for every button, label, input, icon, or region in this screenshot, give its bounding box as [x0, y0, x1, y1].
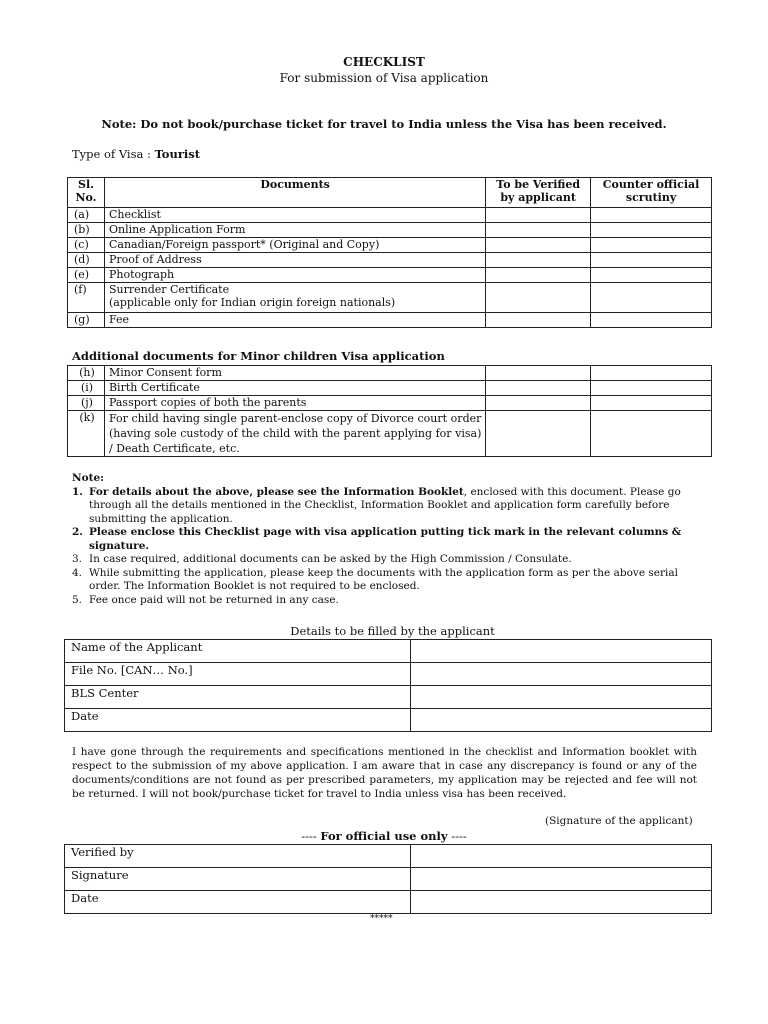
row-document: Fee: [104, 313, 485, 328]
col-sl-no: Sl. No.: [68, 178, 105, 208]
note-item: [72, 594, 697, 608]
note-item: [72, 486, 697, 527]
row-document: For child having single parent-enclose copy of Divorce court order (having sole custody of the child with the parent applying for visa) / Death Certificate, etc.: [104, 411, 485, 457]
scrutiny-cell[interactable]: [591, 208, 712, 223]
scrutiny-cell[interactable]: [591, 411, 712, 457]
declaration-text: I have gone through the requirements and specifications mentioned in the checklist and Information booklet with respect to the submission of my above application. I am aware that in case any discrepancy is found or any of the documents/conditions are not found as per prescribed parameters, my application may be rejected and fee will not be returned. I will not book/purchase ticket for travel to India unless visa has been received.: [72, 746, 697, 800]
checklist-row: [68, 223, 712, 238]
details-caption: Details to be filled by the applicant: [290, 624, 495, 638]
official-date-field[interactable]: [410, 891, 712, 914]
official-label: Signature: [65, 868, 411, 891]
checklist-row: [68, 283, 712, 313]
note-text: In case required, additional documents can be asked by the High Commission / Consulate.: [89, 553, 572, 565]
verify-cell[interactable]: [486, 411, 591, 457]
details-label: File No. [CAN… No.]: [65, 663, 411, 686]
note-number: 1.: [72, 485, 83, 498]
details-label: Name of the Applicant: [65, 640, 411, 663]
note-item: [72, 526, 697, 553]
official-label: Verified by: [65, 845, 411, 868]
applicant-details-table: [64, 639, 712, 732]
row-document: Minor Consent form: [104, 366, 485, 381]
row-document: [104, 283, 485, 313]
note-number: 4.: [72, 566, 83, 579]
verify-cell[interactable]: [486, 396, 591, 411]
row-sl: (k): [68, 411, 105, 457]
verify-cell[interactable]: [486, 283, 591, 313]
details-row: [65, 640, 712, 663]
checklist-row: [68, 253, 712, 268]
document-subtitle: For submission of Visa application: [279, 71, 489, 85]
row-document: Passport copies of both the parents: [104, 396, 485, 411]
official-label: Date: [65, 891, 411, 914]
row-sl: (f): [68, 283, 105, 313]
row-document-line: Surrender Certificate: [108, 283, 230, 296]
row-sl: (c): [68, 238, 105, 253]
row-sl: (b): [68, 223, 105, 238]
verify-cell[interactable]: [486, 366, 591, 381]
official-row: [65, 845, 712, 868]
bls-center-field[interactable]: [410, 686, 712, 709]
note-bold-text: For details about the above, please see the Information Booklet: [89, 485, 464, 498]
row-document: Proof of Address: [104, 253, 485, 268]
details-row: [65, 686, 712, 709]
row-document: Checklist: [104, 208, 485, 223]
checklist-row: [68, 238, 712, 253]
note-number: 2.: [72, 526, 83, 538]
scrutiny-cell[interactable]: [591, 238, 712, 253]
checklist-header-row: [68, 178, 712, 208]
additional-row: [68, 381, 712, 396]
note-number: 3.: [72, 553, 83, 565]
scrutiny-cell[interactable]: [591, 313, 712, 328]
checklist-table: [67, 177, 712, 328]
verify-cell[interactable]: [486, 268, 591, 283]
visa-type-label: Type of Visa :: [72, 147, 155, 161]
official-row: [65, 868, 712, 891]
col-verified-by-applicant: To be Verified by applicant: [486, 178, 591, 208]
scrutiny-cell[interactable]: [591, 268, 712, 283]
checklist-row: [68, 208, 712, 223]
checklist-row: [68, 313, 712, 328]
details-label: BLS Center: [65, 686, 411, 709]
scrutiny-cell[interactable]: [591, 283, 712, 313]
row-document: Canadian/Foreign passport* (Original and Copy): [104, 238, 485, 253]
scrutiny-cell[interactable]: [591, 223, 712, 238]
row-sl: (j): [68, 396, 105, 411]
date-field[interactable]: [410, 709, 712, 732]
official-signature-field[interactable]: [410, 868, 712, 891]
verify-cell[interactable]: [486, 208, 591, 223]
official-use-table: [64, 844, 712, 914]
verify-cell[interactable]: [486, 313, 591, 328]
note-text: Fee once paid will not be returned in any case.: [89, 593, 339, 606]
visa-type-value: Tourist: [154, 147, 201, 161]
note-text: , enclosed with this document. Please go through all the details mentioned in the Checklist, Information Booklet and application form carefully before submitting the application.: [89, 485, 681, 525]
note-item: [72, 567, 697, 594]
verified-by-field[interactable]: [410, 845, 712, 868]
applicant-name-field[interactable]: [410, 640, 712, 663]
additional-row: [68, 411, 712, 457]
document-title: CHECKLIST: [343, 55, 425, 69]
row-document-note: (applicable only for Indian origin foreign nationals): [108, 296, 396, 309]
row-sl: (g): [68, 313, 105, 328]
file-no-field[interactable]: [410, 663, 712, 686]
note-text: While submitting the application, please keep the documents with the application form as per the above serial order. The Information Booklet is not required to be enclosed.: [89, 566, 678, 592]
row-sl: (h): [68, 366, 105, 381]
row-document: Birth Certificate: [104, 381, 485, 396]
scrutiny-cell[interactable]: [591, 366, 712, 381]
visa-type: [72, 147, 200, 161]
additional-row: [68, 396, 712, 411]
notes-heading: Note:: [72, 472, 105, 484]
col-documents: Documents: [104, 178, 485, 208]
note-item: [72, 553, 697, 567]
row-sl: (i): [68, 381, 105, 396]
note-number: 5.: [72, 593, 83, 606]
dashes-right: ----: [447, 829, 467, 843]
scrutiny-cell[interactable]: [591, 381, 712, 396]
note-bold-text: Please enclose this Checklist page with visa application putting tick mark in the relevant columns & signature.: [89, 526, 682, 552]
row-sl: (e): [68, 268, 105, 283]
checklist-row: [68, 268, 712, 283]
travel-note: Note: Do not book/purchase ticket for travel to India unless the Visa has been received.: [101, 117, 667, 131]
scrutiny-cell[interactable]: [591, 253, 712, 268]
additional-heading: Additional documents for Minor children Visa application: [72, 349, 445, 363]
footer-stars: *****: [370, 914, 393, 924]
applicant-signature-label: (Signature of the applicant): [545, 815, 693, 827]
official-use-heading: [0, 829, 768, 843]
notes-section: [72, 472, 697, 607]
details-label: Date: [65, 709, 411, 732]
details-row: [65, 709, 712, 732]
official-row: [65, 891, 712, 914]
dashes-left: ----: [301, 829, 321, 843]
additional-row: [68, 366, 712, 381]
row-document: Photograph: [104, 268, 485, 283]
scrutiny-cell[interactable]: [591, 396, 712, 411]
row-sl: (d): [68, 253, 105, 268]
verify-cell[interactable]: [486, 223, 591, 238]
row-sl: (a): [68, 208, 105, 223]
verify-cell[interactable]: [486, 238, 591, 253]
details-row: [65, 663, 712, 686]
row-document: Online Application Form: [104, 223, 485, 238]
additional-table: [67, 365, 712, 457]
col-counter-official: Counter official scrutiny: [591, 178, 712, 208]
verify-cell[interactable]: [486, 381, 591, 396]
verify-cell[interactable]: [486, 253, 591, 268]
official-use-label: For official use only: [320, 829, 448, 843]
